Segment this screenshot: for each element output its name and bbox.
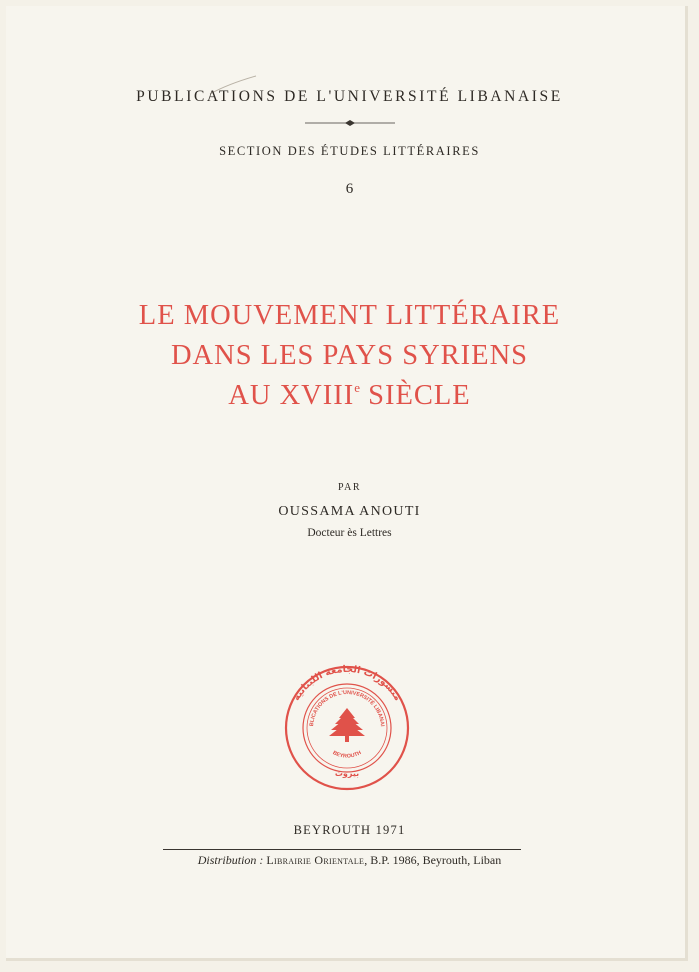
ornamental-rule bbox=[0, 119, 699, 127]
svg-text:بيروت: بيروت bbox=[334, 769, 360, 778]
author-name: OUSSAMA ANOUTI bbox=[278, 504, 421, 519]
book-title-line-3 bbox=[0, 380, 699, 412]
distribution-label: Distribution : bbox=[197, 853, 264, 867]
volume-number: 6 bbox=[345, 181, 354, 197]
book-title-line-1: LE MOUVEMENT LITTÉRAIRE bbox=[138, 300, 561, 331]
author-degree: Docteur ès Lettres bbox=[307, 527, 392, 539]
title-century: AU XVIII bbox=[228, 380, 355, 411]
title-superscript: e bbox=[354, 380, 360, 395]
book-title-line-2: DANS LES PAYS SYRIENS bbox=[170, 340, 529, 371]
by-label: PAR bbox=[337, 482, 362, 493]
distribution-publisher: Librairie Orientale bbox=[266, 853, 365, 867]
distribution-address: , B.P. 1986, Beyrouth, Liban bbox=[364, 853, 502, 867]
distribution-rule bbox=[163, 849, 521, 850]
cedar-tree-icon bbox=[329, 708, 365, 742]
svg-text:PUBLICATIONS DE L'UNIVERSITÉ L: BLICATIONS DE L'UNIVERSITÉ LIBANAI bbox=[309, 689, 385, 727]
title-siecle: SIÈCLE bbox=[360, 380, 471, 411]
section-title: SECTION DES ÉTUDES LITTÉRAIRES bbox=[219, 144, 480, 158]
svg-text:BEYROUTH: BEYROUTH bbox=[331, 750, 363, 760]
place-and-year: BEYROUTH 1971 bbox=[293, 823, 406, 837]
distribution-line bbox=[0, 853, 699, 868]
svg-text:منشورات الجامعة اللبنانية: منشورات الجامعة اللبنانية bbox=[290, 664, 404, 703]
university-seal bbox=[283, 664, 411, 792]
series-title: PUBLICATIONS DE L'UNIVERSITÉ LIBANAISE bbox=[136, 88, 563, 105]
